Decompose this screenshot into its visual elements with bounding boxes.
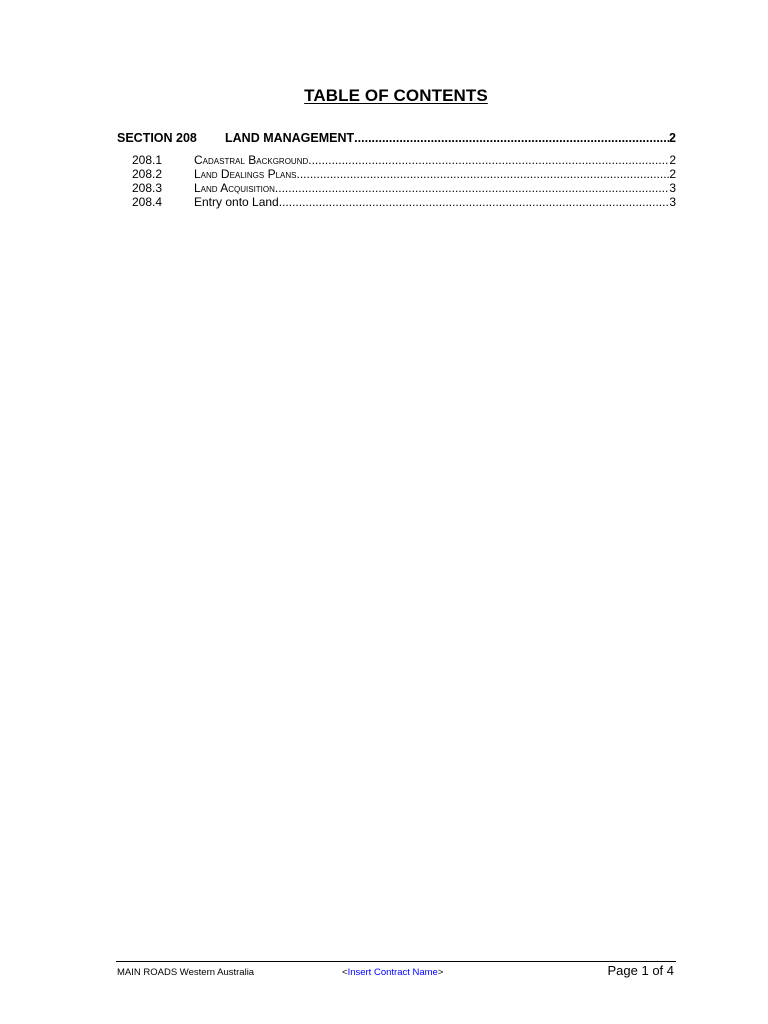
toc-entry-title: Land Acquisition	[194, 181, 275, 195]
toc-entry-number: 208.4	[132, 195, 163, 209]
toc-dot-leader	[296, 167, 669, 181]
toc-entry-number: 208.3	[132, 181, 163, 195]
toc-entry-number: 208.2	[132, 167, 163, 181]
footer-contract-name	[342, 967, 443, 978]
toc-entry-number: 208.1	[132, 153, 163, 167]
toc-section-208[interactable]	[117, 131, 676, 147]
toc-entry-title: Cadastral Background	[194, 153, 309, 167]
toc-entry-208-2[interactable]	[132, 167, 676, 181]
toc-entry-title: Land Dealings Plans	[194, 167, 297, 181]
toc-entry-page: 3	[669, 181, 676, 195]
toc-entry-page: 3	[669, 195, 676, 209]
footer-contract-open: <	[342, 967, 348, 978]
toc-dot-leader	[279, 195, 670, 209]
toc-section-title: LAND MANAGEMENT	[225, 131, 355, 145]
toc-entry-208-1[interactable]	[132, 153, 676, 167]
page-title: TABLE OF CONTENTS	[304, 86, 488, 105]
toc-entry-list	[132, 153, 676, 209]
toc-entry-page: 2	[669, 167, 676, 181]
toc-dot-leader	[308, 153, 669, 167]
footer-contract-placeholder: Insert Contract Name	[347, 967, 438, 978]
footer-page-number: Page 1 of 4	[607, 963, 674, 978]
toc-entry-page: 2	[669, 153, 676, 167]
toc-dot-leader	[354, 131, 669, 145]
toc-section-page: 2	[669, 131, 676, 145]
toc-section-number: SECTION 208	[117, 131, 197, 145]
toc-dot-leader	[275, 181, 669, 195]
toc-entry-208-4[interactable]	[132, 195, 676, 209]
footer-divider	[116, 961, 676, 962]
footer-organisation: MAIN ROADS Western Australia	[117, 967, 255, 978]
toc-entry-208-3[interactable]	[132, 181, 676, 195]
footer-contract-close: >	[437, 967, 444, 978]
toc-entry-title: Entry onto Land	[194, 195, 279, 209]
